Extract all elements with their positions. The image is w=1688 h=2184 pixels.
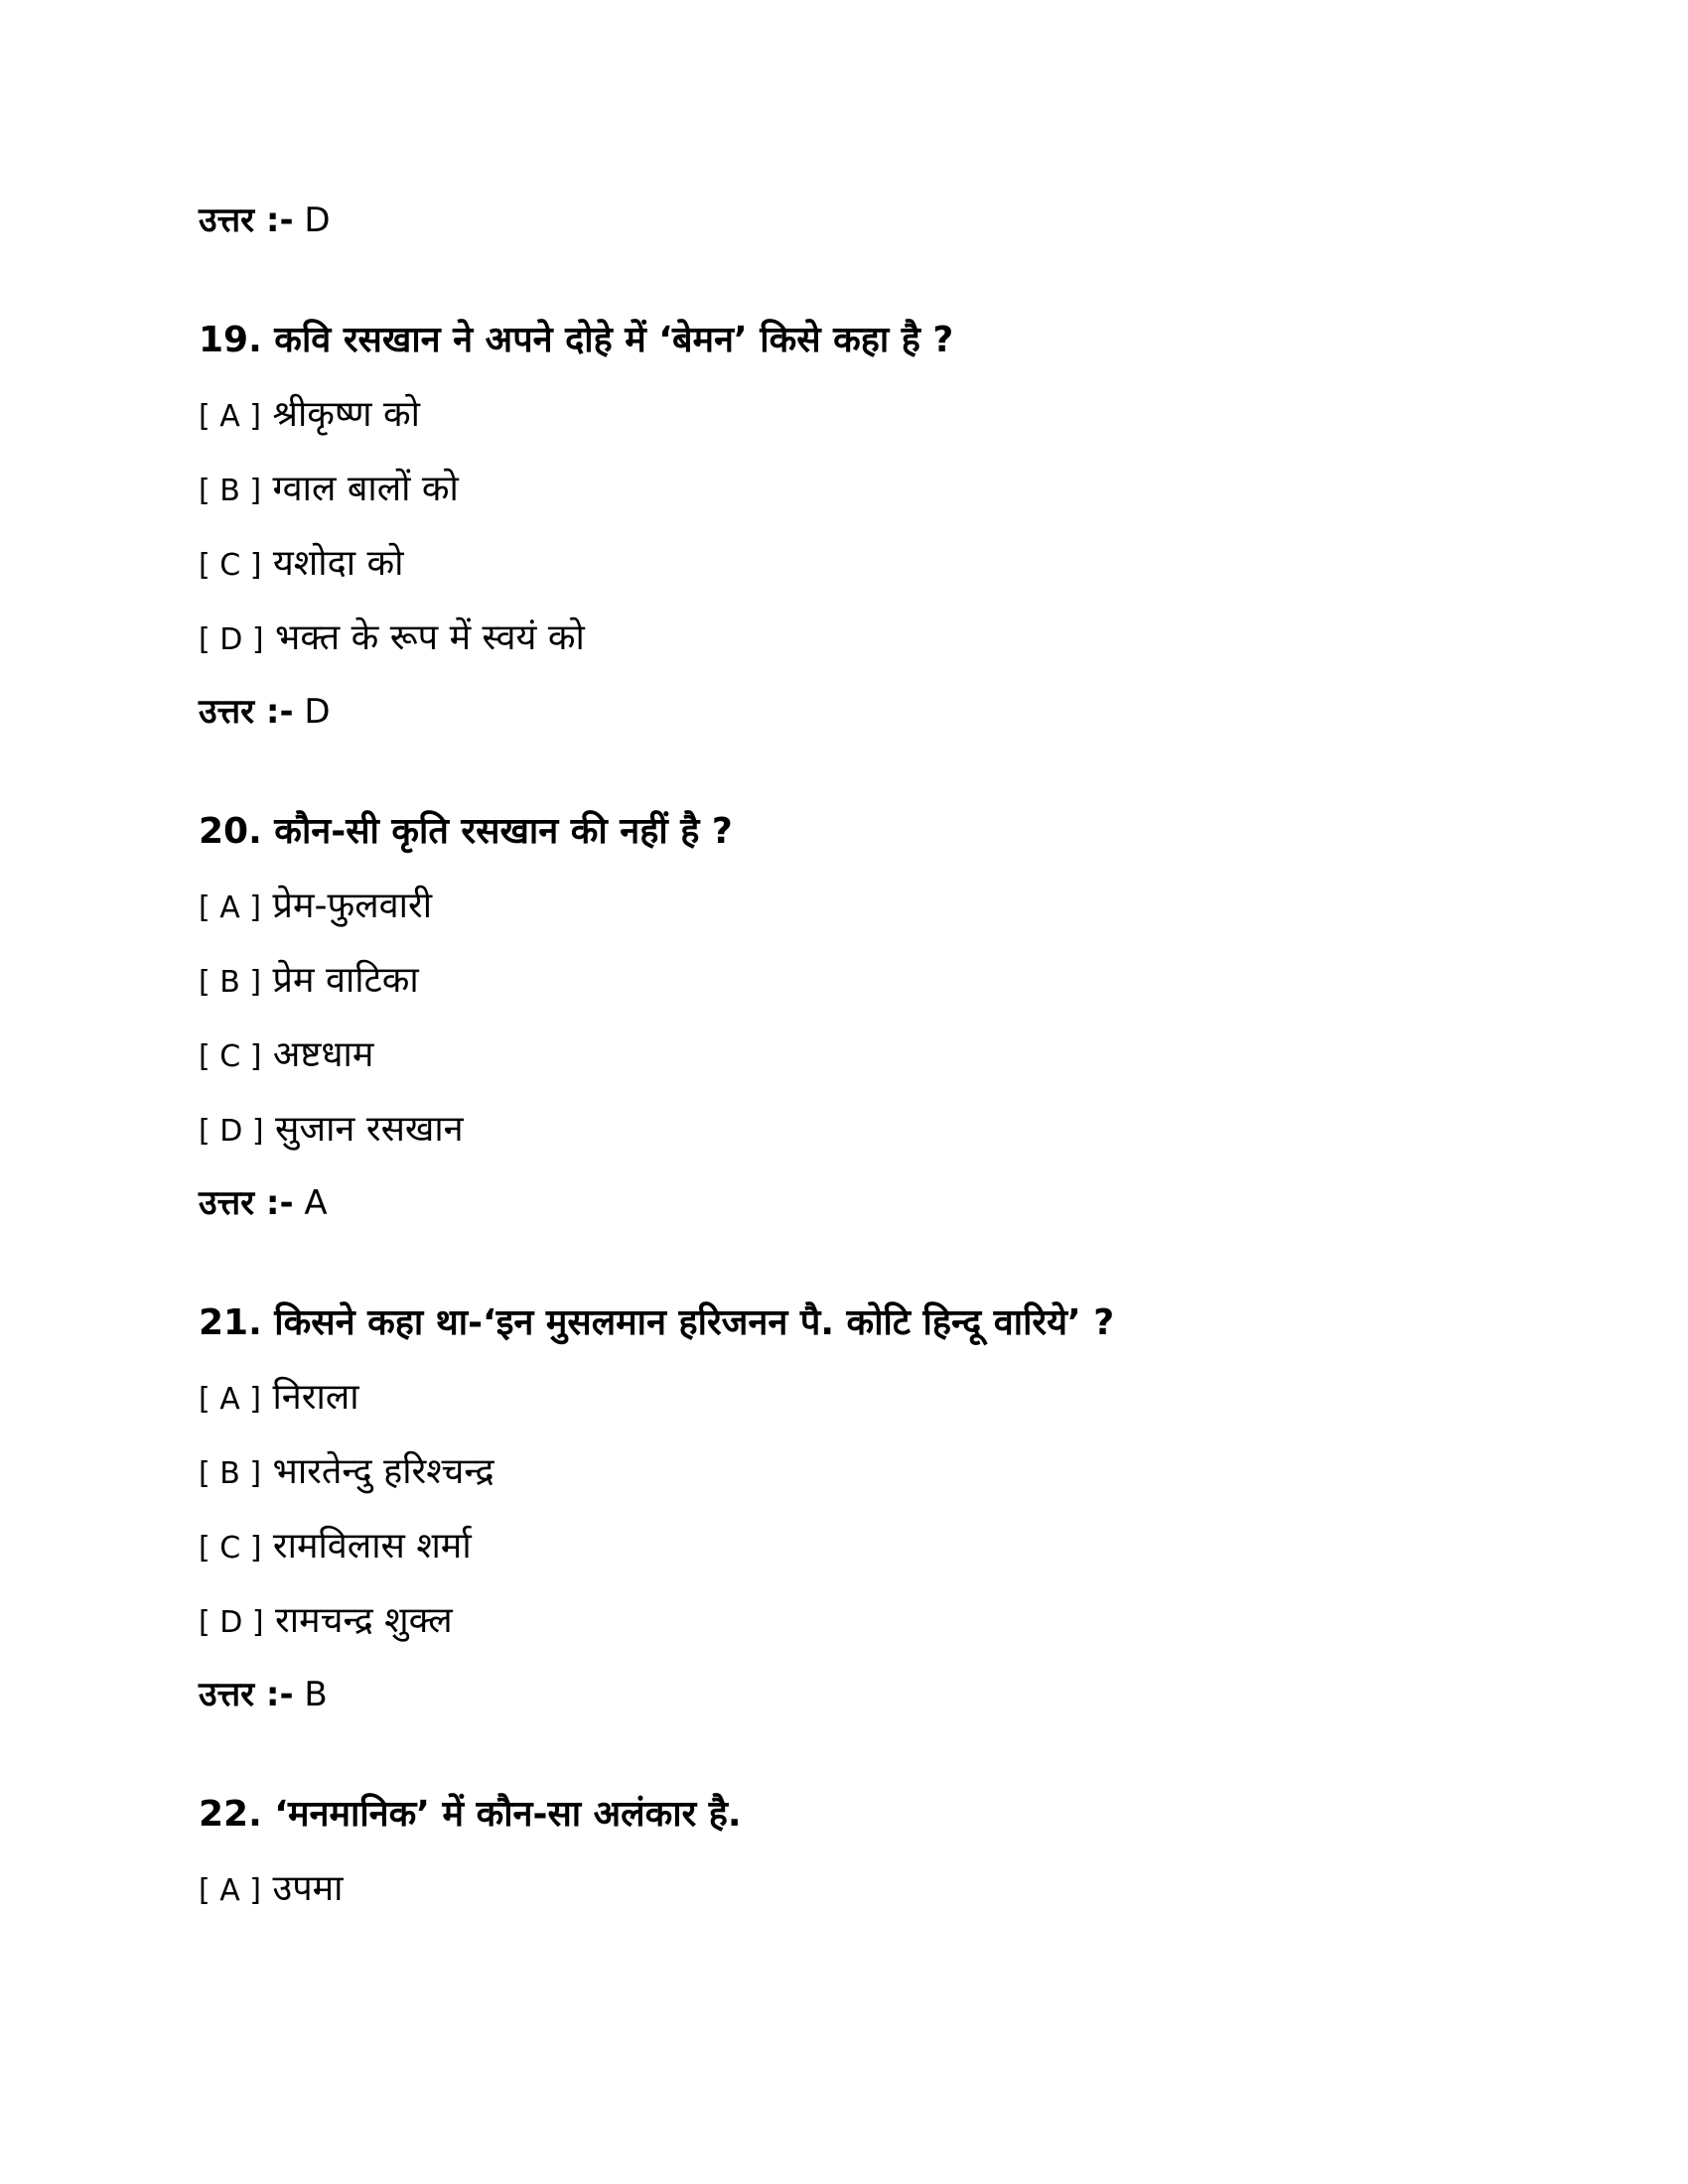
- option-text: रामविलास शर्मा: [272, 1526, 472, 1567]
- option-key: [ C ]: [199, 1039, 262, 1074]
- option-key: [ C ]: [199, 1531, 262, 1566]
- option-text: सुजान रसखान: [275, 1109, 464, 1150]
- option-line: [199, 1868, 344, 1909]
- option-text: श्रीकृष्ण को: [272, 394, 420, 435]
- option-line: [199, 888, 432, 924]
- answer-value: A: [304, 1183, 328, 1223]
- option-key: [ D ]: [199, 1114, 264, 1149]
- answer-value: D: [304, 692, 331, 732]
- option-line: [199, 1377, 359, 1418]
- option-key: [ B ]: [199, 1456, 262, 1491]
- option-line: [199, 960, 419, 1001]
- option-text: प्रेम वाटिका: [272, 960, 419, 1001]
- option-line: [199, 617, 585, 658]
- option-key: [ A ]: [199, 1873, 262, 1908]
- answer-line: [199, 1675, 328, 1714]
- question-text: 22. ‘मनमानिक’ में कौन-सा अलंकार है.: [199, 1794, 742, 1835]
- option-text: भारतेन्दु हरिश्चन्द्र: [272, 1451, 494, 1492]
- option-key: [ B ]: [199, 474, 262, 508]
- option-line: [199, 1109, 464, 1150]
- option-key: [ B ]: [199, 965, 262, 1000]
- option-key: [ D ]: [199, 1605, 264, 1640]
- answer-label: उत्तर :-: [199, 201, 294, 240]
- option-line: [199, 1526, 472, 1567]
- option-text: रामचन्द्र शुक्ल: [275, 1600, 453, 1641]
- answer-line: [199, 692, 331, 732]
- question-text: 21. किसने कहा था-‘इन मुसलमान हरिजनन पै. कोटि हिन्दू वारिये’ ?: [199, 1302, 1115, 1343]
- option-text: भक्त के रूप में स्वयं को: [275, 617, 585, 658]
- option-text: प्रेम-फुलवारी: [272, 886, 433, 926]
- answer-line: [199, 1183, 328, 1223]
- option-text: निराला: [272, 1377, 359, 1418]
- answer-label: उत्तर :-: [199, 1183, 294, 1223]
- answer-line: [199, 201, 331, 240]
- answer-value: B: [304, 1675, 328, 1714]
- option-key: [ A ]: [199, 1382, 262, 1417]
- option-key: [ C ]: [199, 548, 262, 583]
- question-text: 20. कौन-सी कृति रसखान की नहीं है ?: [199, 811, 733, 852]
- question-text: 19. कवि रसखान ने अपने दोहे में ‘बेमन’ किसे कहा है ?: [199, 320, 954, 360]
- answer-value: D: [304, 201, 331, 240]
- option-key: [ A ]: [199, 890, 262, 925]
- answer-label: उत्तर :-: [199, 1675, 294, 1714]
- option-text: उपमा: [272, 1868, 344, 1909]
- option-text: अष्टधाम: [272, 1034, 374, 1075]
- option-text: यशोदा को: [272, 543, 404, 584]
- option-line: [199, 1600, 453, 1641]
- option-line: [199, 394, 420, 435]
- answer-label: उत्तर :-: [199, 692, 294, 732]
- option-line: [199, 1034, 374, 1075]
- option-line: [199, 469, 459, 509]
- option-text: ग्वाल बालों को: [272, 469, 459, 509]
- option-line: [199, 1451, 494, 1492]
- option-key: [ D ]: [199, 622, 264, 657]
- option-line: [199, 543, 404, 584]
- option-key: [ A ]: [199, 399, 262, 434]
